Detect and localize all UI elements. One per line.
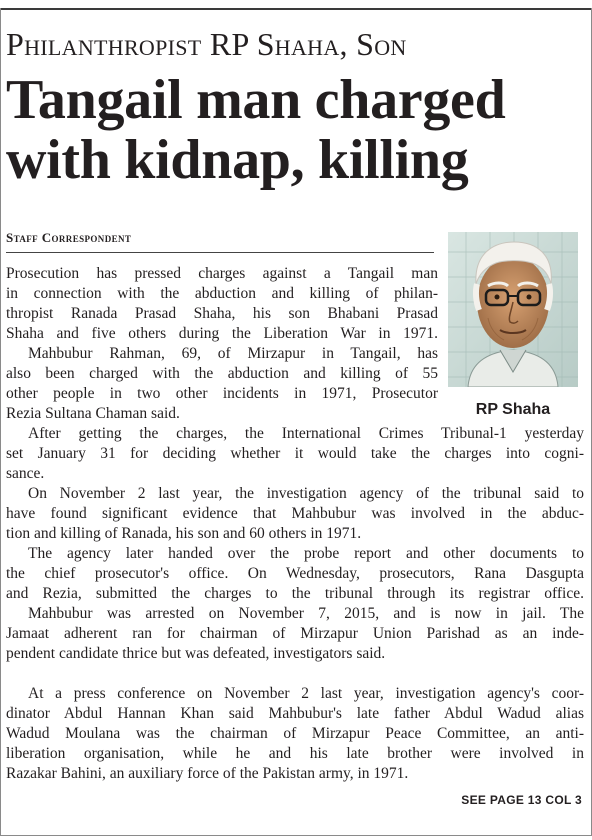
byline-rule <box>6 252 434 253</box>
text-line: dinator Abdul Hannan Khan said Mahbubur's late father Abdul Wadud alias <box>6 705 584 722</box>
continuation-line: SEE PAGE 13 COL 3 <box>461 793 582 807</box>
text-line: Mahbubur was arrested on November 7, 2015, and is now in jail. The <box>28 605 584 622</box>
paragraph <box>6 684 584 784</box>
text-line: Shaha and five others during the Liberation War in 1971. <box>6 325 438 342</box>
text-line: Prosecution has pressed charges against a Tangail man <box>6 265 438 282</box>
text-line: set January 31 for deciding whether it would take the charges into cogni- <box>6 445 584 462</box>
text-line: pendent candidate thrice but was defeated, investigators said. <box>6 645 386 662</box>
text-line: Mahbubur Rahman, 69, of Mirzapur in Tangail, has <box>28 345 438 362</box>
photo-caption: RP Shaha <box>475 401 551 418</box>
text-line: the chief prosecutor's office. On Wednesday, prosecutors, Rana Dasgupta <box>6 565 584 582</box>
paragraph <box>6 344 438 424</box>
paragraph <box>6 424 584 484</box>
text-line: tion and killing of Ranada, his son and 60 others in 1971. <box>6 525 362 542</box>
text-line: other people in two other incidents in 1971, Prosecutor <box>6 385 438 402</box>
bottom-border <box>0 835 592 836</box>
paragraph <box>6 484 584 544</box>
paragraph <box>6 264 438 344</box>
portrait-illustration <box>448 232 578 387</box>
headline-line: Tangail man charged <box>6 69 506 131</box>
text-line: Wadud Moulana was the chairman of Mirzapur Peace Committee, an anti- <box>6 725 584 742</box>
paragraph <box>6 544 584 604</box>
text-line: At a press conference on November 2 last year, investigation agency's coor- <box>28 685 584 702</box>
top-rule <box>0 8 592 10</box>
text-line: and Rezia, submitted the charges to the tribunal through its registrar office. <box>6 585 584 602</box>
paragraph <box>6 604 584 664</box>
kicker: Philanthropist RP Shaha, Son <box>6 26 407 62</box>
headline <box>6 70 586 190</box>
portrait-photo <box>448 232 578 387</box>
text-line: The agency later handed over the probe report and other documents to <box>28 545 584 562</box>
text-line: sance. <box>6 465 45 482</box>
text-line: Jamaat adherent ran for chairman of Mirzapur Union Parishad as an inde- <box>6 625 584 642</box>
text-line: in connection with the abduction and killing of philan- <box>6 285 438 302</box>
text-line: liberation organisation, while he and his late brother were involved in <box>6 745 584 762</box>
text-line: also been charged with the abduction and killing of 55 <box>6 365 438 382</box>
text-line: Rezia Sultana Chaman said. <box>6 405 180 422</box>
text-line: On November 2 last year, the investigation agency of the tribunal said to <box>28 485 584 502</box>
text-line: Razakar Bahini, an auxiliary force of the Pakistan army, in 1971. <box>6 765 409 782</box>
text-line: thropist Ranada Prasad Shaha, his son Bhabani Prasad <box>6 305 438 322</box>
text-line: After getting the charges, the International Crimes Tribunal-1 yesterday <box>28 425 584 442</box>
text-line: have found significant evidence that Mahbubur was involved in the abduc- <box>6 505 584 522</box>
headline-line: with kidnap, killing <box>6 129 469 191</box>
byline: Staff Correspondent <box>6 230 132 245</box>
left-border <box>0 8 1 836</box>
